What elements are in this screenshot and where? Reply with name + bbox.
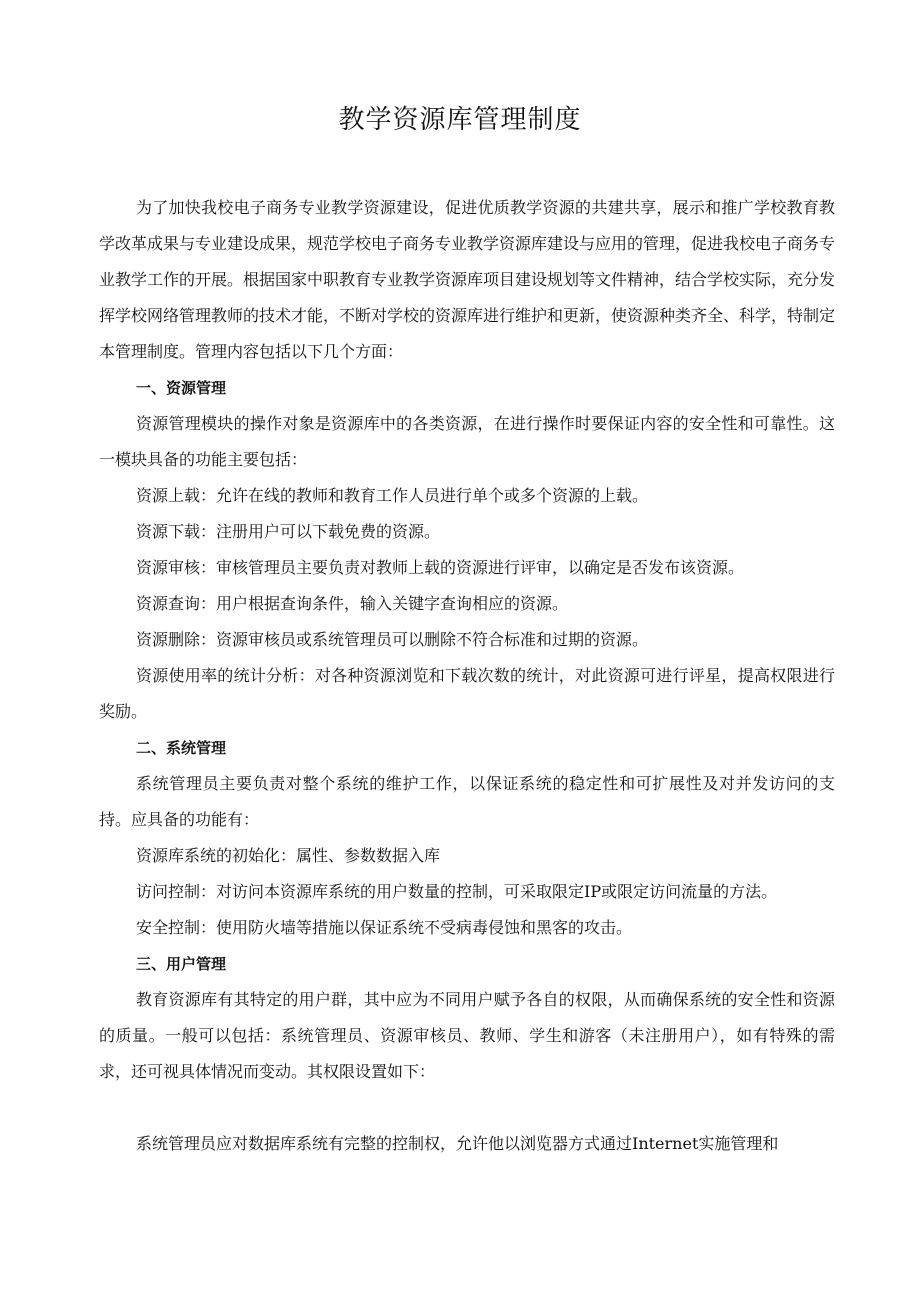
security-control-item: 安全控制：使用防火墙等措施以保证系统不受病毒侵蚀和黑客的攻击。 [136,918,633,937]
resource-query-item: 资源查询：用户根据查询条件，输入关键字查询相应的资源。 [136,594,569,613]
intro-paragraph: 为了加快我校电子商务专业教学资源建设，促进优质教学资源的共建共享，展示和推广学校教育教学改革成果与专业建设成果，规范学校电子商务专业教学资源库建设与应用的管理，促进我校电子商务专业教学工作的开展。根据国家中职教育专业教学资源库项目建设规划等文件精神，结合学校实际，充分发挥学校网络管理教师的技术才能，不断对学校的资源库进行维护和更新，使资源种类齐全、科学，特制定本管理制度。管理内容包括以下几个方面： [99,198,836,361]
system-init-item: 资源库系统的初始化：属性、参数数据入库 [136,846,441,865]
user-management-intro: 教育资源库有其特定的用户群，其中应为不同用户赋予各自的权限，从而确保系统的安全性和资源的质量。一般可以包括：系统管理员、资源审核员、教师、学生和游客（未注册用户），如有特殊的需求，还可视具体情况而变动。其权限设置如下： [99,990,835,1081]
paragraph-spacer [99,1090,835,1126]
resource-management-intro: 资源管理模块的操作对象是资源库中的各类资源，在进行操作时要保证内容的安全性和可靠性。这一模块具备的功能主要包括： [99,414,835,469]
resource-download-item: 资源下载：注册用户可以下载免费的资源。 [136,522,441,541]
section-heading-system-management: 二、系统管理 [136,739,227,757]
resource-delete-item: 资源删除：资源审核员或系统管理员可以删除不符合标准和过期的资源。 [136,630,649,649]
section-heading-resource-management: 一、资源管理 [136,379,227,397]
resource-review-item: 资源审核：审核管理员主要负责对教师上载的资源进行评审，以确定是否发布该资源。 [136,558,745,577]
document-title: 教学资源库管理制度 [338,105,582,135]
resource-upload-item: 资源上载：允许在线的教师和教育工作人员进行单个或多个资源的上载。 [136,486,649,505]
document-body [99,190,835,1162]
system-management-intro: 系统管理员主要负责对整个系统的维护工作，以保证系统的稳定性和可扩展性及对并发访问的支持。应具备的功能有： [99,774,835,829]
admin-permission-paragraph: 系统管理员应对数据库系统有完整的控制权，允许他以浏览器方式通过Internet实施管理和 [136,1134,779,1153]
access-control-item: 访问控制：对访问本资源库系统的用户数量的控制，可采取限定IP或限定访问流量的方法。 [136,882,778,901]
resource-statistics-item: 资源使用率的统计分析：对各种资源浏览和下载次数的统计，对此资源可进行评星，提高权限进行奖励。 [99,666,835,721]
section-heading-user-management: 三、用户管理 [136,955,227,973]
